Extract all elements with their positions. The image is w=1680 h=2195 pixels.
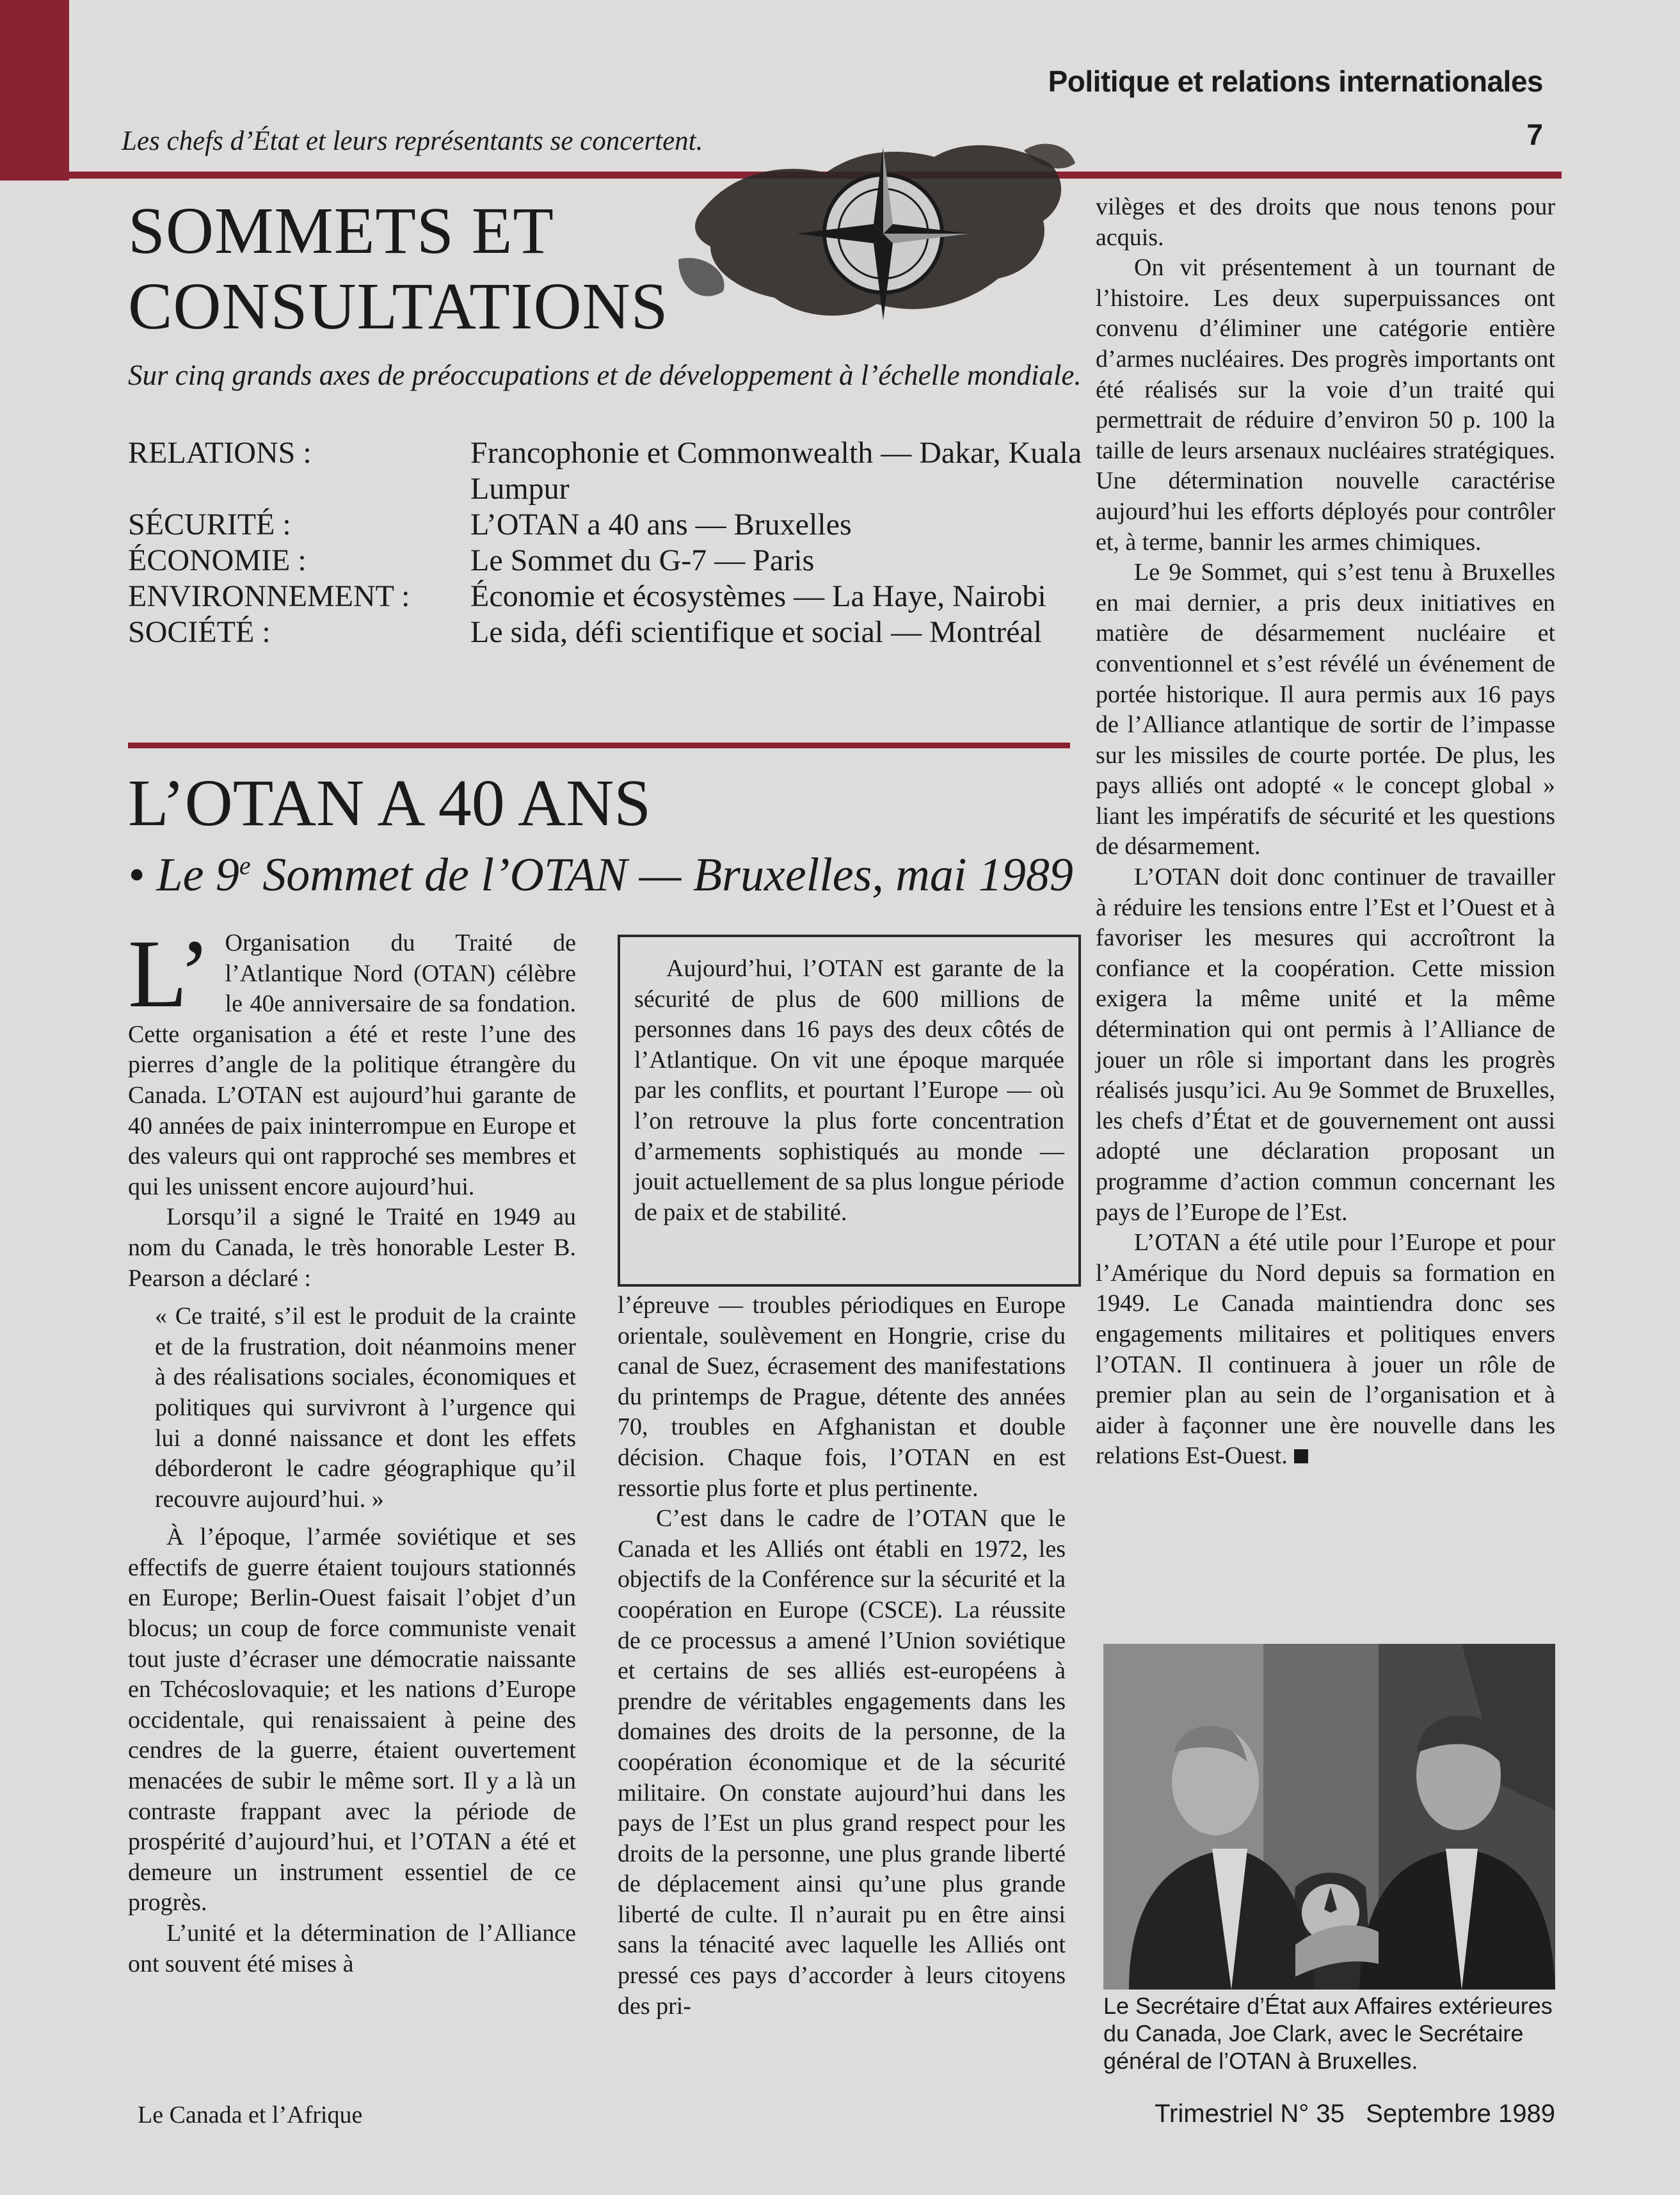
subtitle-part: Sommet de l’OTAN — Bruxelles, mai 1989 <box>250 849 1073 901</box>
paragraph-text: L’OTAN a été utile pour l’Europe et pour l’Amérique du Nord depuis sa formation en 1949. Le Canada maintiendra donc ses engagements militaires et politiques envers l’OTAN. Il continuera à jouer un rôle de premier plan au sein de l’organisation et à aider à façonner une ère nouvelle dans les relations Est-Ouest. <box>1096 1229 1555 1470</box>
axis-value: Économie et écosystèmes — La Haye, Nairobi <box>470 579 1046 613</box>
paragraph <box>1096 1228 1555 1472</box>
pearson-quote: « Ce traité, s’il est le produit de la crainte et de la frustration, doit néanmoins mener à des réalisations sociales, économiques et politiques qui survivront à l’urgence qui lui a donné naissance et dont les effets déborderont le cadre géographique qu’il recouvre aujourd’hui. » <box>155 1303 576 1513</box>
nato-compass-emblem <box>666 112 1082 342</box>
paragraph: On vit présentement à un tournant de l’histoire. Les deux superpuissances ont convenu d’éliminer une catégorie entière d’armes nucléaires. Des progrès importants ont été réalisés sur la voie d’un traité qui permettrait de réduire d’environ 50 p. 100 la taille de leurs arsenaux nucléaires stratégiques. Une détermination nouvelle caractérise aujourd’hui les efforts déployés pour contrôler et, à terme, bannir les armes chimiques. <box>1096 254 1555 556</box>
axis-key: ÉCONOMIE : <box>128 543 307 577</box>
subtitle-part: Le 9 <box>156 849 239 901</box>
axis-row <box>128 435 1184 507</box>
news-photo <box>1103 1644 1555 1990</box>
article-title: L’OTAN A 40 ANS <box>128 766 652 840</box>
axes-list <box>128 435 1184 650</box>
axis-value: L’OTAN a 40 ans — Bruxelles <box>470 508 852 542</box>
axis-value: Francophonie et Commonwealth — Dakar, Kuala Lumpur <box>470 436 1082 506</box>
footer-issue: Trimestriel N° 35 Septembre 1989 <box>1155 2100 1555 2128</box>
column-2 <box>618 1290 1066 2022</box>
axis-key: SÉCURITÉ : <box>128 508 291 542</box>
column-3 <box>1096 192 1555 1472</box>
paragraph <box>128 920 576 1202</box>
paragraph-text: Organisation du Traité de l’Atlantique Nord (OTAN) célèbre le 40e anniversaire de sa fondation. Cette organisation a été et reste l’une des pierres d’angle de la politique étrangère du Canada. L’OTAN est aujourd’hui garante de 40 années de paix ininterrompue en Europe et des valeurs qui ont rapproché ses membres et qui les unissent encore aujourd’hui. <box>128 929 576 1200</box>
axis-row <box>128 507 1184 543</box>
photo-caption: Le Secrétaire d’État aux Affaires extérieures du Canada, Joe Clark, avec le Secrétaire général de l’OTAN à Bruxelles. <box>1103 1993 1553 2074</box>
highlight-text: Aujourd’hui, l’OTAN est garante de la sécurité de plus de 600 millions de personnes dans 16 pays des deux côtés de l’Atlantique. On vit une époque marquée par les conflits, et pourtant l’Europe — où l’on retrouve la plus forte concentration d’armements sophistiqués au monde — jouit actuellement de sa plus longue période de paix et de stabilité. <box>634 955 1064 1226</box>
page-number: 7 <box>1526 118 1543 151</box>
paragraph: C’est dans le cadre de l’OTAN que le Canada et les Alliés ont établi en 1972, les objectifs de la Conférence sur la sécurité et la coopération en Europe (CSCE). La réussite de ce processus a amené l’Union soviétique et certains de ses alliés est-européens à prendre de véritables engagements dans les domaines des droits de la personne, de la coopération économique et de la sécurité militaire. On constate aujourd’hui dans les pays de l’Est un plus grand respect pour les droits de la personne, une plus grande liberté de déplacement ainsi qu’une plus grande liberté de culte. Il n’aurait pu en être ainsi sans la ténacité avec laquelle les Alliés ont pressé ces pays d’accorder à leurs citoyens des pri- <box>618 1505 1066 2020</box>
axis-key: RELATIONS : <box>128 436 312 470</box>
bullet: • <box>128 849 145 901</box>
axis-key: ENVIRONNEMENT : <box>128 579 410 613</box>
paragraph: L’OTAN doit donc continuer de travailler à réduire les tensions entre l’Est et l’Ouest et à favoriser les mesures qui accroîtront la confiance et la coopération. Cette mission exigera la même unité et la même détermination qui ont permis à l’Alliance de jouer un rôle si important dans les progrès réalisés jusqu’ici. Au 9e Sommet de Bruxelles, les chefs d’État et de gouvernement ont aussi adopté une déclaration proposant un programme d’action commun concernant les pays de l’Europe de l’Est. <box>1096 864 1555 1226</box>
kicker: Les chefs d’État et leurs représentants se concertent. <box>122 126 703 156</box>
sommets-title <box>128 193 669 344</box>
section-heading: Politique et relations internationales <box>1048 65 1543 98</box>
section-divider <box>128 743 1070 748</box>
paragraph: L’unité et la détermination de l’Alliance ont souvent été mises à <box>128 1920 576 1977</box>
footer-publication: Le Canada et l’Afrique <box>138 2102 363 2128</box>
axis-row <box>128 543 1184 579</box>
red-margin-bar <box>0 0 69 181</box>
end-mark-icon <box>1294 1449 1308 1463</box>
subtitle-superscript: e <box>239 851 251 880</box>
axis-value: Le Sommet du G-7 — Paris <box>470 543 815 577</box>
paragraph: vilèges et des droits que nous tenons pour acquis. <box>1096 193 1555 251</box>
paragraph: Lorsqu’il a signé le Traité en 1949 au nom du Canada, le très honorable Lester B. Pearson a déclaré : <box>128 1203 576 1292</box>
title-line-2: CONSULTATIONS <box>128 269 669 343</box>
axis-value: Le sida, défi scientifique et social — Montréal <box>470 615 1043 649</box>
axis-key: SOCIÉTÉ : <box>128 615 271 649</box>
column-1 <box>128 920 576 1979</box>
axis-row <box>128 615 1184 650</box>
highlight-box <box>618 935 1081 1287</box>
title-line-1: SOMMETS ET <box>128 194 554 268</box>
paragraph: Le 9e Sommet, qui s’est tenu à Bruxelles en mai dernier, a pris deux initiatives en matière de désarmement nucléaire et conventionnel et s’est révélé un événement de portée historique. Il aura permis aux 16 pays de l’Alliance atlantique de sortir de l’impasse sur les missiles de courte portée. De plus, les pays alliés ont adopté « le concept global » liant les impératifs de sécurité et les questions de désarmement. <box>1096 559 1555 860</box>
sommets-subtitle: Sur cinq grands axes de préoccupations et de développement à l’échelle mondiale. <box>128 359 1082 391</box>
article-subtitle <box>128 848 1073 903</box>
drop-cap: L’ <box>128 920 211 1027</box>
paragraph: À l’époque, l’armée soviétique et ses effectifs de guerre étaient toujours stationnés en Europe; Berlin-Ouest faisait l’objet d’un blocus; un coup de force communiste venait tout juste d’écraser une démocratie naissante en Tchécoslovaquie; et les nations d’Europe occidentale, qui renaissaient à peine des cendres de la guerre, étaient ouvertement menacées de subir le même sort. Il y a là un contraste frappant avec la période de prospérité d’aujourd’hui, et l’OTAN a été et demeure un instrument essentiel de ce progrès. <box>128 1524 576 1917</box>
axis-row <box>128 579 1184 615</box>
paragraph: l’épreuve — troubles périodiques en Europe orientale, soulèvement en Hongrie, crise du canal de Suez, écrasement des manifestations du printemps de Prague, détente des années 70, troubles en Afghanistan et double décision. Chaque fois, l’OTAN en est ressortie plus forte et plus pertinente. <box>618 1292 1066 1502</box>
